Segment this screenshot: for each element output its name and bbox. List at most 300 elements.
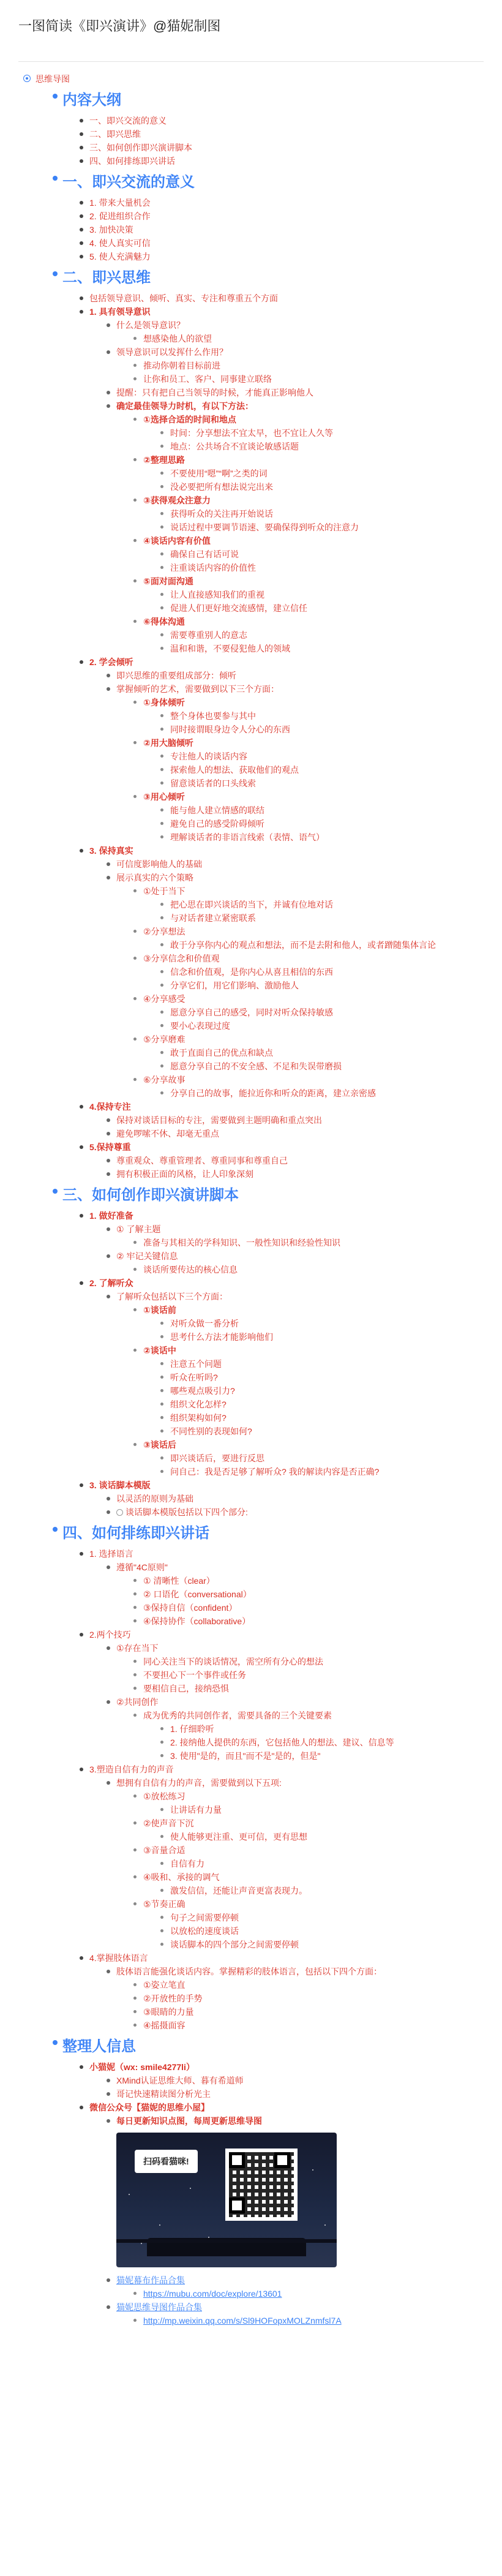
bullet-icon[interactable] bbox=[160, 1727, 163, 1730]
bullet-icon[interactable] bbox=[160, 1011, 163, 1014]
outline-node[interactable] bbox=[78, 196, 490, 209]
bullet-icon[interactable] bbox=[133, 1606, 137, 1609]
bullet-icon[interactable] bbox=[107, 404, 110, 408]
outline-node[interactable] bbox=[132, 1655, 490, 1668]
bullet-icon[interactable] bbox=[160, 1916, 163, 1919]
bullet-icon[interactable] bbox=[133, 2010, 137, 2013]
outline-node[interactable] bbox=[159, 1371, 490, 1384]
bullet-icon[interactable] bbox=[107, 862, 110, 866]
outline-node[interactable] bbox=[105, 1776, 490, 1951]
outline-node[interactable] bbox=[132, 1790, 490, 1817]
outline-link[interactable]: 猫妮幕布作品合集 bbox=[116, 2275, 185, 2285]
bullet-icon[interactable] bbox=[133, 499, 137, 502]
outline-node[interactable] bbox=[132, 1574, 490, 1587]
outline-node[interactable] bbox=[159, 426, 490, 440]
section-node[interactable] bbox=[51, 1182, 490, 1519]
bullet-icon[interactable] bbox=[160, 1741, 163, 1744]
outline-node[interactable] bbox=[159, 561, 490, 574]
outline-node[interactable] bbox=[78, 1763, 490, 1951]
outline-node[interactable] bbox=[159, 723, 490, 736]
outline-node[interactable] bbox=[105, 1167, 490, 1181]
bullet-icon[interactable] bbox=[80, 132, 83, 136]
bullet-icon[interactable] bbox=[107, 1781, 110, 1785]
bullet-icon[interactable] bbox=[80, 255, 83, 258]
outline-node[interactable] bbox=[132, 1073, 490, 1100]
bullet-icon[interactable] bbox=[160, 1835, 163, 1838]
bullet-icon[interactable] bbox=[107, 1646, 110, 1650]
bullet-icon[interactable] bbox=[107, 2278, 110, 2282]
outline-node[interactable] bbox=[78, 1209, 490, 1276]
bullet-icon[interactable] bbox=[80, 214, 83, 218]
outline-node[interactable] bbox=[159, 979, 490, 992]
bullet-icon[interactable] bbox=[133, 2319, 137, 2322]
bullet-icon[interactable] bbox=[160, 1335, 163, 1338]
bullet-icon[interactable] bbox=[107, 1510, 110, 1514]
outline-node[interactable] bbox=[105, 399, 490, 655]
outline-node[interactable] bbox=[132, 494, 490, 534]
outline-node[interactable] bbox=[159, 1398, 490, 1411]
outline-node[interactable] bbox=[78, 305, 490, 655]
outline-link[interactable]: 猫妮思维导图作品合集 bbox=[116, 2302, 202, 2312]
bullet-icon[interactable] bbox=[160, 1862, 163, 1865]
outline-node[interactable] bbox=[78, 292, 490, 305]
bullet-icon[interactable] bbox=[80, 1214, 83, 1218]
bullet-icon[interactable] bbox=[160, 445, 163, 448]
bullet-icon[interactable] bbox=[107, 1497, 110, 1501]
outline-node[interactable] bbox=[78, 655, 490, 844]
bullet-icon[interactable] bbox=[133, 1038, 137, 1041]
outline-node[interactable] bbox=[78, 2101, 490, 2327]
outline-node[interactable] bbox=[159, 777, 490, 790]
bullet-icon[interactable] bbox=[80, 2106, 83, 2109]
bullet-icon[interactable] bbox=[53, 176, 58, 181]
outline-node[interactable] bbox=[105, 2114, 490, 2267]
outline-node[interactable] bbox=[105, 2273, 490, 2300]
outline-node[interactable] bbox=[159, 763, 490, 777]
bullet-icon[interactable] bbox=[133, 1875, 137, 1878]
outline-node[interactable] bbox=[105, 386, 490, 399]
bullet-icon[interactable] bbox=[133, 1078, 137, 1081]
outline-node[interactable] bbox=[78, 1547, 490, 1628]
bullet-icon[interactable] bbox=[133, 337, 137, 340]
outline-node[interactable] bbox=[105, 1561, 490, 1628]
bullet-icon[interactable] bbox=[107, 2305, 110, 2309]
bullet-icon[interactable] bbox=[107, 1295, 110, 1298]
bullet-icon[interactable] bbox=[133, 957, 137, 960]
outline-node[interactable] bbox=[159, 1317, 490, 1330]
bullet-icon[interactable] bbox=[160, 768, 163, 771]
bullet-icon[interactable] bbox=[160, 1889, 163, 1892]
bullet-icon[interactable] bbox=[133, 1902, 137, 1905]
bullet-icon[interactable] bbox=[80, 1145, 83, 1149]
bullet-icon[interactable] bbox=[80, 1956, 83, 1960]
outline-node[interactable] bbox=[132, 1587, 490, 1601]
outline-node[interactable] bbox=[132, 359, 490, 372]
outline-node[interactable] bbox=[132, 1870, 490, 1897]
outline-node[interactable] bbox=[159, 938, 490, 952]
outline-node[interactable] bbox=[105, 857, 490, 871]
bullet-icon[interactable] bbox=[80, 1105, 83, 1109]
bullet-icon[interactable] bbox=[133, 930, 137, 933]
outline-node[interactable] bbox=[132, 696, 490, 736]
bullet-icon[interactable] bbox=[133, 795, 137, 798]
bullet-icon[interactable] bbox=[107, 1700, 110, 1704]
bullet-icon[interactable] bbox=[160, 485, 163, 488]
outline-node[interactable] bbox=[78, 1100, 490, 1140]
outline-node[interactable] bbox=[132, 2314, 490, 2327]
outline-node[interactable] bbox=[159, 1465, 490, 1478]
bullet-icon[interactable] bbox=[80, 310, 83, 314]
bullet-icon[interactable] bbox=[160, 1064, 163, 1068]
bullet-icon[interactable] bbox=[133, 997, 137, 1000]
expand-toggle-icon[interactable] bbox=[116, 1509, 123, 1516]
outline-node[interactable] bbox=[78, 141, 490, 154]
outline-node[interactable] bbox=[105, 1965, 490, 2032]
outline-node[interactable] bbox=[159, 507, 490, 521]
outline-node[interactable] bbox=[159, 965, 490, 979]
outline-node[interactable] bbox=[132, 1263, 490, 1276]
outline-node[interactable] bbox=[159, 1384, 490, 1398]
bullet-icon[interactable] bbox=[80, 849, 83, 853]
outline-link[interactable]: https://mubu.com/doc/explore/13601 bbox=[143, 2289, 282, 2299]
bullet-icon[interactable] bbox=[160, 647, 163, 650]
bullet-icon[interactable] bbox=[160, 943, 163, 946]
bullet-icon[interactable] bbox=[160, 903, 163, 906]
bullet-icon[interactable] bbox=[133, 1241, 137, 1244]
collapse-toggle-icon[interactable] bbox=[23, 75, 31, 82]
outline-node[interactable] bbox=[132, 1438, 490, 1478]
outline-node[interactable] bbox=[105, 1290, 490, 1478]
bullet-icon[interactable] bbox=[53, 271, 58, 276]
outline-node[interactable] bbox=[132, 1897, 490, 1951]
bullet-icon[interactable] bbox=[133, 1443, 137, 1446]
outline-node[interactable] bbox=[132, 332, 490, 345]
outline-node[interactable] bbox=[159, 1019, 490, 1033]
outline-node[interactable] bbox=[132, 1344, 490, 1438]
outline-node[interactable] bbox=[132, 1033, 490, 1073]
outline-node[interactable] bbox=[159, 1803, 490, 1817]
bullet-icon[interactable] bbox=[160, 1456, 163, 1459]
outline-node[interactable] bbox=[105, 345, 490, 386]
bullet-icon[interactable] bbox=[133, 1592, 137, 1595]
outline-node[interactable] bbox=[105, 1695, 490, 1763]
outline-node[interactable] bbox=[159, 1722, 490, 1736]
outline-node[interactable] bbox=[132, 2019, 490, 2032]
outline-node[interactable] bbox=[78, 1276, 490, 1478]
outline-node[interactable] bbox=[78, 209, 490, 223]
outline-node[interactable] bbox=[132, 2287, 490, 2300]
outline-node[interactable] bbox=[132, 952, 490, 992]
bullet-icon[interactable] bbox=[133, 1579, 137, 1582]
bullet-icon[interactable] bbox=[160, 566, 163, 569]
bullet-icon[interactable] bbox=[107, 1970, 110, 1973]
bullet-icon[interactable] bbox=[160, 1322, 163, 1325]
outline-node[interactable] bbox=[132, 1614, 490, 1628]
bullet-icon[interactable] bbox=[53, 94, 58, 99]
bullet-icon[interactable] bbox=[80, 146, 83, 149]
outline-node[interactable] bbox=[132, 1978, 490, 1992]
bullet-icon[interactable] bbox=[160, 1416, 163, 1419]
outline-node[interactable] bbox=[132, 1236, 490, 1249]
bullet-icon[interactable] bbox=[133, 1687, 137, 1690]
outline-node[interactable] bbox=[78, 154, 490, 168]
section-node[interactable] bbox=[51, 1520, 490, 2032]
bullet-icon[interactable] bbox=[80, 1483, 83, 1487]
bullet-icon[interactable] bbox=[133, 1619, 137, 1622]
outline-node[interactable] bbox=[159, 911, 490, 925]
outline-node[interactable] bbox=[159, 830, 490, 844]
outline-node[interactable] bbox=[159, 588, 490, 601]
outline-node[interactable] bbox=[132, 1601, 490, 1614]
bullet-icon[interactable] bbox=[160, 1929, 163, 1932]
bullet-icon[interactable] bbox=[160, 916, 163, 919]
bullet-icon[interactable] bbox=[133, 458, 137, 461]
outline-node[interactable] bbox=[159, 1736, 490, 1749]
bullet-icon[interactable] bbox=[160, 728, 163, 731]
bullet-icon[interactable] bbox=[107, 2092, 110, 2096]
outline-node[interactable] bbox=[78, 1951, 490, 2032]
bullet-icon[interactable] bbox=[133, 1821, 137, 1825]
outline-node[interactable] bbox=[159, 521, 490, 534]
bullet-icon[interactable] bbox=[160, 808, 163, 812]
outline-node[interactable] bbox=[105, 1641, 490, 1695]
outline-node[interactable] bbox=[159, 1924, 490, 1938]
outline-node[interactable] bbox=[159, 1911, 490, 1924]
outline-node[interactable] bbox=[105, 682, 490, 844]
outline-node[interactable] bbox=[159, 1830, 490, 1843]
bullet-icon[interactable] bbox=[53, 1527, 58, 1532]
bullet-icon[interactable] bbox=[133, 1983, 137, 1986]
outline-node[interactable] bbox=[132, 884, 490, 925]
outline-node[interactable] bbox=[132, 736, 490, 790]
bullet-icon[interactable] bbox=[133, 741, 137, 744]
outline-node[interactable] bbox=[159, 1060, 490, 1073]
bullet-icon[interactable] bbox=[107, 687, 110, 691]
bullet-icon[interactable] bbox=[160, 1808, 163, 1811]
bullet-icon[interactable] bbox=[133, 1673, 137, 1676]
outline-node[interactable] bbox=[105, 1154, 490, 1167]
bullet-icon[interactable] bbox=[160, 606, 163, 609]
outline-node[interactable] bbox=[132, 453, 490, 494]
outline-node[interactable] bbox=[159, 601, 490, 615]
section-node[interactable] bbox=[51, 265, 490, 1181]
bullet-icon[interactable] bbox=[107, 1159, 110, 1162]
outline-node[interactable] bbox=[159, 628, 490, 642]
outline-node[interactable] bbox=[132, 574, 490, 615]
bullet-icon[interactable] bbox=[107, 1254, 110, 1258]
bullet-icon[interactable] bbox=[80, 1552, 83, 1556]
bullet-icon[interactable] bbox=[80, 1768, 83, 1771]
bullet-icon[interactable] bbox=[160, 1429, 163, 1433]
outline-node[interactable] bbox=[159, 440, 490, 453]
outline-node[interactable] bbox=[132, 1709, 490, 1763]
bullet-icon[interactable] bbox=[80, 159, 83, 163]
bullet-icon[interactable] bbox=[107, 876, 110, 879]
outline-root[interactable] bbox=[24, 72, 490, 2327]
bullet-icon[interactable] bbox=[160, 1024, 163, 1027]
outline-node[interactable] bbox=[159, 898, 490, 911]
outline-node[interactable] bbox=[159, 804, 490, 817]
bullet-icon[interactable] bbox=[133, 364, 137, 367]
outline-node[interactable] bbox=[78, 223, 490, 236]
bullet-icon[interactable] bbox=[80, 660, 83, 664]
bullet-icon[interactable] bbox=[133, 539, 137, 542]
outline-node[interactable] bbox=[105, 1127, 490, 1140]
bullet-icon[interactable] bbox=[80, 241, 83, 245]
outline-node[interactable] bbox=[132, 1668, 490, 1682]
outline-node[interactable] bbox=[159, 480, 490, 494]
bullet-icon[interactable] bbox=[160, 633, 163, 636]
outline-node[interactable] bbox=[159, 709, 490, 723]
bullet-icon[interactable] bbox=[160, 984, 163, 987]
bullet-icon[interactable] bbox=[107, 2119, 110, 2123]
outline-node[interactable] bbox=[159, 1857, 490, 1870]
bullet-icon[interactable] bbox=[107, 1565, 110, 1569]
outline-node[interactable] bbox=[78, 114, 490, 127]
outline-node[interactable] bbox=[159, 642, 490, 655]
bullet-icon[interactable] bbox=[80, 119, 83, 122]
outline-node[interactable] bbox=[132, 1682, 490, 1695]
outline-node[interactable] bbox=[105, 2074, 490, 2087]
section-node[interactable] bbox=[51, 87, 490, 168]
outline-node[interactable] bbox=[159, 1884, 490, 1897]
outline-node[interactable] bbox=[78, 236, 490, 250]
outline-node[interactable] bbox=[105, 2300, 490, 2327]
bullet-icon[interactable] bbox=[133, 1848, 137, 1851]
outline-node[interactable] bbox=[159, 750, 490, 763]
bullet-icon[interactable] bbox=[80, 1633, 83, 1636]
outline-node[interactable] bbox=[132, 372, 490, 386]
bullet-icon[interactable] bbox=[133, 1714, 137, 1717]
outline-node[interactable] bbox=[132, 534, 490, 574]
outline-node[interactable] bbox=[159, 1330, 490, 1344]
bullet-icon[interactable] bbox=[160, 714, 163, 717]
bullet-icon[interactable] bbox=[107, 1172, 110, 1176]
bullet-icon[interactable] bbox=[160, 1403, 163, 1406]
outline-node[interactable] bbox=[132, 925, 490, 952]
section-node[interactable] bbox=[51, 169, 490, 263]
bullet-icon[interactable] bbox=[160, 593, 163, 596]
bullet-icon[interactable] bbox=[133, 1268, 137, 1271]
bullet-icon[interactable] bbox=[80, 296, 83, 300]
bullet-icon[interactable] bbox=[160, 1051, 163, 1054]
outline-node[interactable] bbox=[132, 992, 490, 1033]
bullet-icon[interactable] bbox=[160, 781, 163, 785]
bullet-icon[interactable] bbox=[107, 1118, 110, 1122]
outline-node[interactable] bbox=[105, 871, 490, 1100]
outline-node[interactable] bbox=[105, 1249, 490, 1276]
outline-node[interactable] bbox=[105, 1222, 490, 1249]
outline-node[interactable] bbox=[132, 1843, 490, 1870]
bullet-icon[interactable] bbox=[107, 323, 110, 327]
outline-node[interactable] bbox=[159, 1046, 490, 1060]
outline-node[interactable] bbox=[159, 817, 490, 830]
outline-node[interactable] bbox=[78, 1140, 490, 1181]
outline-node[interactable] bbox=[105, 1113, 490, 1127]
outline-node[interactable] bbox=[159, 1452, 490, 1465]
bullet-icon[interactable] bbox=[107, 674, 110, 677]
bullet-icon[interactable] bbox=[133, 2292, 137, 2295]
outline-node[interactable] bbox=[159, 1425, 490, 1438]
bullet-icon[interactable] bbox=[160, 970, 163, 973]
outline-node[interactable] bbox=[159, 1006, 490, 1019]
outline-node[interactable] bbox=[105, 669, 490, 682]
bullet-icon[interactable] bbox=[160, 1943, 163, 1946]
bullet-icon[interactable] bbox=[53, 1189, 58, 1194]
outline-link[interactable]: http://mp.weixin.qq.com/s/Sl9HOFopxMOLZnmfsl7A bbox=[143, 2316, 342, 2326]
bullet-icon[interactable] bbox=[160, 1362, 163, 1365]
bullet-icon[interactable] bbox=[160, 525, 163, 529]
outline-node[interactable] bbox=[159, 1087, 490, 1100]
bullet-icon[interactable] bbox=[133, 1997, 137, 2000]
bullet-icon[interactable] bbox=[160, 755, 163, 758]
bullet-icon[interactable] bbox=[80, 201, 83, 205]
outline-node[interactable] bbox=[78, 1478, 490, 1519]
bullet-icon[interactable] bbox=[107, 391, 110, 394]
bullet-icon[interactable] bbox=[133, 377, 137, 380]
outline-node[interactable] bbox=[159, 1938, 490, 1951]
outline-node[interactable] bbox=[132, 1817, 490, 1843]
outline-node[interactable] bbox=[78, 127, 490, 141]
bullet-icon[interactable] bbox=[160, 1376, 163, 1379]
outline-node[interactable] bbox=[132, 615, 490, 655]
bullet-icon[interactable] bbox=[160, 1470, 163, 1473]
section-node[interactable] bbox=[51, 2033, 490, 2327]
bullet-icon[interactable] bbox=[107, 1227, 110, 1231]
bullet-icon[interactable] bbox=[133, 701, 137, 704]
bullet-icon[interactable] bbox=[133, 620, 137, 623]
bullet-icon[interactable] bbox=[107, 350, 110, 354]
bullet-icon[interactable] bbox=[133, 418, 137, 421]
bullet-icon[interactable] bbox=[133, 1349, 137, 1352]
outline-node[interactable] bbox=[132, 2005, 490, 2019]
bullet-icon[interactable] bbox=[160, 431, 163, 434]
outline-node[interactable] bbox=[132, 413, 490, 453]
bullet-icon[interactable] bbox=[80, 1281, 83, 1285]
outline-node[interactable] bbox=[132, 1992, 490, 2005]
outline-node[interactable] bbox=[132, 790, 490, 844]
bullet-icon[interactable] bbox=[80, 228, 83, 232]
bullet-icon[interactable] bbox=[160, 835, 163, 838]
bullet-icon[interactable] bbox=[160, 552, 163, 555]
outline-node[interactable] bbox=[159, 1411, 490, 1425]
bullet-icon[interactable] bbox=[133, 2024, 137, 2027]
outline-node[interactable] bbox=[159, 548, 490, 561]
outline-node[interactable] bbox=[159, 467, 490, 480]
bullet-icon[interactable] bbox=[133, 579, 137, 582]
outline-node[interactable] bbox=[159, 1749, 490, 1763]
bullet-icon[interactable] bbox=[160, 1754, 163, 1757]
bullet-icon[interactable] bbox=[107, 1132, 110, 1135]
outline-node[interactable] bbox=[78, 844, 490, 1100]
bullet-icon[interactable] bbox=[160, 512, 163, 515]
bullet-icon[interactable] bbox=[160, 1389, 163, 1392]
bullet-icon[interactable] bbox=[133, 1660, 137, 1663]
bullet-icon[interactable] bbox=[107, 2079, 110, 2082]
bullet-icon[interactable] bbox=[133, 1308, 137, 1311]
bullet-icon[interactable] bbox=[160, 1091, 163, 1094]
outline-node[interactable] bbox=[105, 1505, 490, 1519]
outline-node[interactable] bbox=[78, 250, 490, 263]
outline-node[interactable] bbox=[132, 1303, 490, 1344]
bullet-icon[interactable] bbox=[133, 1795, 137, 1798]
bullet-icon[interactable] bbox=[160, 822, 163, 825]
outline-node[interactable] bbox=[105, 2087, 490, 2101]
outline-node[interactable] bbox=[78, 1628, 490, 1763]
outline-node[interactable] bbox=[105, 1492, 490, 1505]
bullet-icon[interactable] bbox=[133, 889, 137, 892]
outline-node[interactable] bbox=[78, 2060, 490, 2101]
